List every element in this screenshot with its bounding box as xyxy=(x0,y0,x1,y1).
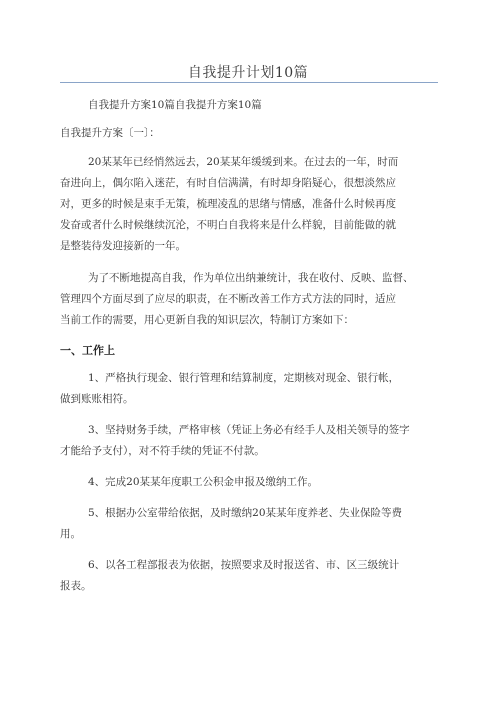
list-item-line: 4、完成20某某年度职工公积金申报及缴纳工作。 xyxy=(88,476,319,488)
list-item-line: 5、根据办公室带给依据，及时缴纳20某某年度养老、失业保险等费 xyxy=(88,507,403,519)
intro-line: 自我提升方案10篇自我提升方案10篇 xyxy=(88,99,262,111)
paragraph1-line: 发奋或者什么时候继续沉沦，不明白自我将来是什么样貌，目前能做的就 xyxy=(60,219,396,231)
paragraph2-line: 为了不断地提高自我，作为单位出纳兼统计，我在收付、反映、监督、 xyxy=(88,272,414,284)
document-title: 自我提升计划10篇 xyxy=(187,65,309,81)
list-item-line: 3、坚持财务手续，严格审核（凭证上务必有经手人及相关领导的签字 xyxy=(88,424,410,436)
paragraph1-line: 是整装待发迎接新的一年。 xyxy=(60,240,186,252)
title-underline xyxy=(60,82,438,83)
list-item-line: 用。 xyxy=(60,528,81,540)
paragraph2-line: 当前工作的需要，用心更新自我的知识层次，特制订方案如下： xyxy=(60,314,354,326)
section-label: 自我提升方案〔一〕： xyxy=(60,127,160,139)
section-heading: 一、工作上 xyxy=(60,344,115,357)
list-item-line: 做到账账相符。 xyxy=(60,393,134,405)
list-item-line: 报表。 xyxy=(60,580,92,592)
paragraph1-line: 对，更多的时候是束手无策，梳理凌乱的思绪与情感，准备什么时候再度 xyxy=(60,198,396,210)
list-item-line: 才能给予支付），对不符手续的凭证不付款。 xyxy=(60,445,265,457)
paragraph1-line: 20某某年已经悄然远去，20某某年缓缓到来。在过去的一年，时而 xyxy=(88,156,399,168)
paragraph1-line: 奋进向上，偶尔陷入迷茫，有时自信满满，有时却身陷疑心，很想淡然应 xyxy=(60,177,396,189)
paragraph2-line: 管理四个方面尽到了应尽的职责，在不断改善工作方式方法的同时，适应 xyxy=(60,293,396,305)
list-item-line: 6、以各工程部报表为依据，按照要求及时报送省、市、区三级统计 xyxy=(88,559,400,571)
list-item-line: 1、严格执行现金、银行管理和结算制度，定期核对现金、银行帐， xyxy=(88,372,400,384)
